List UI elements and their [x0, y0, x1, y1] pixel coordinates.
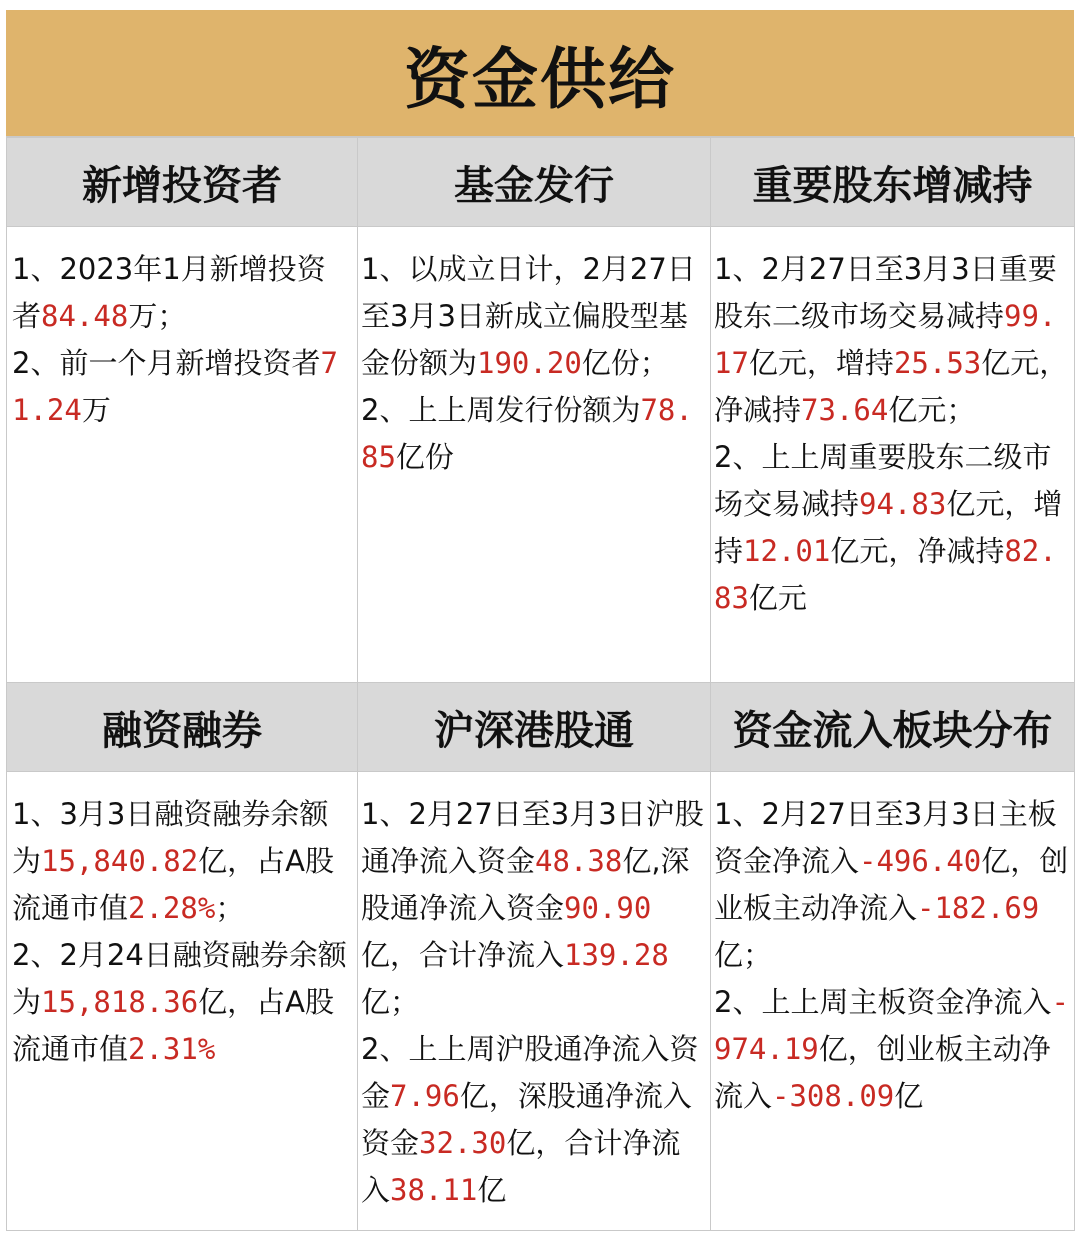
cell-connect	[358, 772, 711, 1231]
highlight-value: 25.53	[893, 346, 982, 380]
text-segment: 1、2月27日至3月3日重要股东二级市场交易减持	[714, 252, 1057, 333]
cell-sector-flow	[711, 772, 1075, 1231]
text-segment: 亿，创业板主动净流入	[714, 1032, 1051, 1113]
text-segment: 亿份	[395, 440, 454, 474]
highlight-value: 2.28%	[128, 891, 216, 925]
highlight-value: 71.24	[12, 346, 338, 427]
highlight-value: 78.85	[361, 393, 693, 474]
paragraph	[714, 434, 1072, 622]
cell-fund-issuance	[358, 227, 711, 683]
text-segment: 亿	[477, 1173, 507, 1207]
highlight-value: 190.20	[477, 346, 582, 380]
text-segment: 1、2月27日至3月3日主板资金净流入	[714, 797, 1057, 878]
paragraph	[361, 246, 706, 387]
text-segment: 2、前一个月新增投资者	[12, 346, 321, 380]
header-shareholders: 重要股东增减持	[711, 138, 1075, 227]
header-connect: 沪深港股通	[358, 683, 711, 772]
cell-margin	[7, 772, 358, 1231]
highlight-value: -182.69	[917, 891, 1040, 925]
paragraph	[361, 791, 706, 1026]
text-segment: 1、以成立日计，2月27日至3月3日新成立偏股型基金份额为	[361, 252, 696, 380]
paragraph	[12, 791, 351, 932]
text-segment: 1、2023年1月新增投资者	[12, 252, 326, 333]
paragraph	[361, 1026, 706, 1214]
text-segment: 亿份；	[581, 346, 669, 380]
text-segment: 亿，深股通净流入资金	[361, 1079, 692, 1160]
text-segment: 亿，合计净流入	[361, 1126, 681, 1207]
text-segment: 万；	[128, 299, 187, 333]
highlight-value: 139.28	[564, 938, 669, 972]
page-title: 资金供给	[6, 10, 1074, 137]
highlight-value: 48.38	[535, 844, 623, 878]
summary-table	[6, 137, 1075, 1231]
header-row-1	[7, 138, 1075, 227]
text-segment: ；	[215, 891, 245, 925]
highlight-value: -496.40	[859, 844, 982, 878]
text-segment: 亿元，净减持	[714, 346, 1069, 427]
text-segment: 亿元	[748, 581, 807, 615]
text-segment: 亿	[894, 1079, 924, 1113]
header-margin: 融资融券	[7, 683, 358, 772]
highlight-value: 84.48	[41, 299, 129, 333]
text-segment: 2、上上周主板资金净流入	[714, 985, 1052, 1019]
text-segment: 亿，占A股流通市值	[12, 985, 334, 1066]
paragraph	[714, 791, 1072, 979]
text-segment: 亿，占A股流通市值	[12, 844, 334, 925]
highlight-value: 73.64	[801, 393, 889, 427]
paragraph	[12, 340, 351, 434]
paragraph	[12, 932, 351, 1073]
text-segment: 亿元，增持	[714, 487, 1063, 568]
paragraph	[714, 246, 1072, 434]
cell-new-investors	[7, 227, 358, 683]
cell-shareholders	[711, 227, 1075, 683]
highlight-value: 12.01	[743, 534, 831, 568]
text-segment: 万	[81, 393, 111, 427]
text-segment: 亿元；	[888, 393, 976, 427]
text-segment: 1、2月27日至3月3日沪股通净流入资金	[361, 797, 704, 878]
highlight-value: 94.83	[859, 487, 947, 521]
text-segment: 亿元，净减持	[830, 534, 1005, 568]
highlight-value: -974.19	[714, 985, 1069, 1066]
highlight-value: 32.30	[419, 1126, 507, 1160]
text-segment: 亿元，增持	[748, 346, 894, 380]
highlight-value: -308.09	[772, 1079, 895, 1113]
header-new-investors: 新增投资者	[7, 138, 358, 227]
highlight-value: 38.11	[390, 1173, 478, 1207]
text-segment: 2、上上周发行份额为	[361, 393, 641, 427]
paragraph	[12, 246, 351, 340]
text-segment: 亿；	[714, 938, 773, 972]
highlight-value: 2.31%	[128, 1032, 216, 1066]
text-segment: 亿；	[361, 985, 420, 1019]
body-row-1	[7, 227, 1075, 683]
text-segment: 亿，创业板主动净流入	[714, 844, 1069, 925]
text-segment: 2、上上周重要股东二级市场交易减持	[714, 440, 1052, 521]
paragraph	[714, 979, 1072, 1120]
text-segment: 2、2月24日融资融券余额为	[12, 938, 347, 1019]
highlight-value: 7.96	[390, 1079, 460, 1113]
text-segment: 2、上上周沪股通净流入资金	[361, 1032, 699, 1113]
highlight-value: 15,840.82	[41, 844, 199, 878]
text-segment: 亿,深股通净流入资金	[361, 844, 690, 925]
body-row-2	[7, 772, 1075, 1231]
header-fund-issuance: 基金发行	[358, 138, 711, 227]
header-sector-flow: 资金流入板块分布	[711, 683, 1075, 772]
text-segment: 1、3月3日融资融券余额为	[12, 797, 329, 878]
highlight-value: 99.17	[714, 299, 1057, 380]
highlight-value: 90.90	[564, 891, 652, 925]
header-row-2	[7, 683, 1075, 772]
highlight-value: 82.83	[714, 534, 1057, 615]
paragraph	[361, 387, 706, 481]
text-segment: 亿，合计净流入	[361, 938, 565, 972]
highlight-value: 15,818.36	[41, 985, 199, 1019]
supply-sheet	[6, 10, 1074, 1231]
